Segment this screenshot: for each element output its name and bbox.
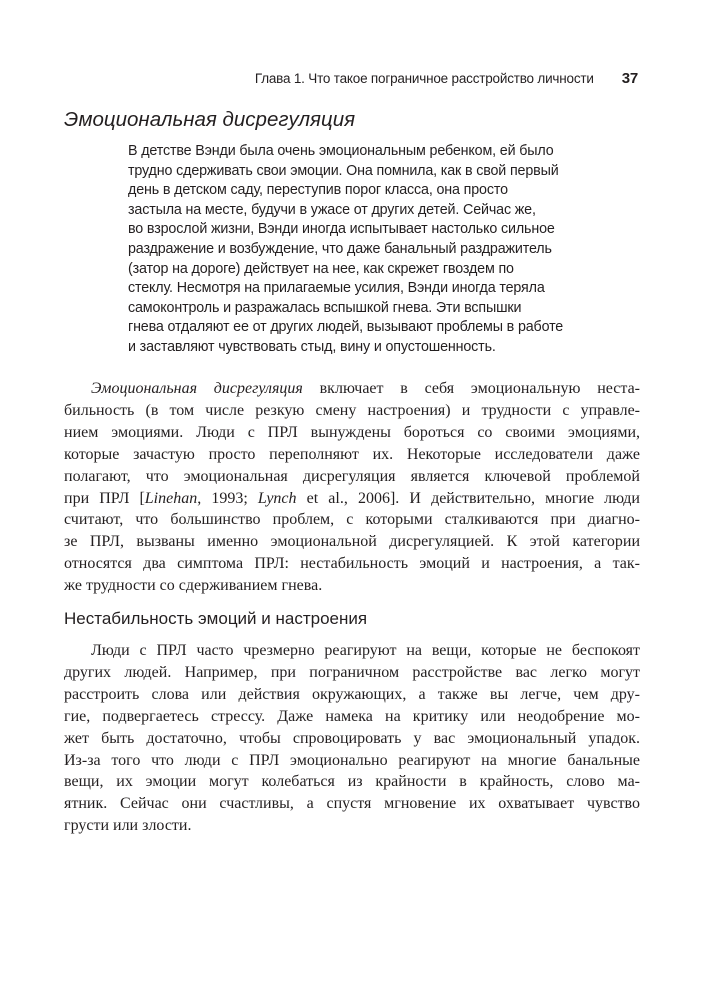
vignette-line: В детстве Вэнди была очень эмоциональным ребенком, ей было — [128, 143, 554, 159]
vignette-line: застыла на месте, будучи в ужасе от других детей. Сейчас же, — [128, 201, 536, 218]
paragraph-line — [64, 378, 640, 400]
paragraph-line: нием эмоциями. Люди с ПРЛ вынуждены бороться со своими эмоциями, — [64, 423, 640, 441]
paragraph-line: относятся два симптома ПРЛ: нестабильность эмоций и настроения, а так- — [64, 555, 640, 573]
citation-author: Linehan — [144, 489, 198, 507]
vignette-line: (затор на дороге) действует на нее, как скрежет гвоздем по — [128, 260, 514, 277]
chapter-title: Глава 1. Что такое пограничное расстройство личности — [254, 71, 594, 86]
vignette-line: раздражение и возбуждение, что даже банальный раздражитель — [128, 240, 552, 257]
paragraph-line — [64, 488, 640, 510]
paragraph-line: жет быть достаточно, чтобы спровоцировать у вас эмоциональный упадок. — [64, 729, 640, 747]
body-paragraph-1 — [64, 378, 640, 597]
paragraph-text: включает в себя эмоциональную неста- — [302, 380, 640, 397]
page-number: 37 — [621, 70, 638, 87]
paragraph-line: считают, что большинство проблем, с которыми сталкиваются при диагно- — [64, 511, 640, 529]
paragraph-text: при ПРЛ [ — [64, 489, 145, 507]
paragraph-line: других людей. Например, при пограничном расстройстве вас легко могут — [64, 663, 640, 681]
paragraph-line: расстроить слова или действия окружающих, а также вы легче, чем дру- — [64, 685, 640, 703]
paragraph-line: Люди с ПРЛ часто чрезмерно реагируют на вещи, которые не беспокоят — [91, 642, 640, 659]
paragraph-line: зе ПРЛ, вызваны именно эмоциональной дисрегуляцией. К этой категории — [64, 533, 640, 551]
defined-term: Эмоциональная дисрегуляция — [91, 380, 303, 397]
body-paragraph-2 — [64, 640, 640, 837]
paragraph-line: гие, подвергаетесь стрессу. Даже намека на критику или неодобрение мо- — [64, 707, 640, 725]
running-header — [0, 70, 638, 87]
citation-author: Lynch — [257, 489, 297, 507]
paragraph-line: которые зачастую просто переполняют их. Некоторые исследователи даже — [64, 445, 640, 463]
paragraph-line: полагают, что эмоциональная дисрегуляция является ключевой проблемой — [64, 467, 640, 485]
vignette-line: стеклу. Несмотря на прилагаемые усилия, Вэнди иногда теряла — [128, 280, 545, 297]
section-title: Эмоциональная дисрегуляция — [64, 108, 356, 131]
vignette-line: во взрослой жизни, Вэнди иногда испытывает настолько сильное — [128, 221, 555, 238]
paragraph-line: бильность (в том числе резкую смену настроения) и трудности с управле- — [64, 401, 640, 419]
paragraph-line: вещи, их эмоции могут колебаться из крайности в крайность, слово ма- — [64, 773, 640, 791]
paragraph-line: грусти или злости. — [64, 817, 192, 835]
vignette-line: трудно сдерживать свои эмоции. Она помнила, как в свой первый — [128, 162, 559, 179]
vignette-line: гнева отдаляют ее от других людей, вызывают проблемы в работе — [128, 319, 564, 336]
vignette-line: день в детском саду, переступив порог класса, она просто — [128, 182, 508, 199]
paragraph-line: Из-за того что люди с ПРЛ эмоционально реагируют на многие банальные — [64, 751, 640, 769]
paragraph-text: , 1993; — [197, 489, 258, 507]
paragraph-line: же трудности со сдерживанием гнева. — [64, 577, 323, 595]
paragraph-line: ятник. Сейчас они счастливы, а спустя мгновение их охватывает чувство — [64, 795, 640, 813]
case-vignette — [128, 142, 638, 358]
subsection-title: Нестабильность эмоций и настроения — [64, 609, 368, 628]
vignette-line: и заставляют чувствовать стыд, вину и опустошенность. — [128, 338, 496, 355]
vignette-line: самоконтроль и разражалась вспышкой гнева. Эти вспышки — [128, 299, 522, 316]
paragraph-text: et al., 2006]. И действительно, многие люди — [296, 489, 640, 507]
